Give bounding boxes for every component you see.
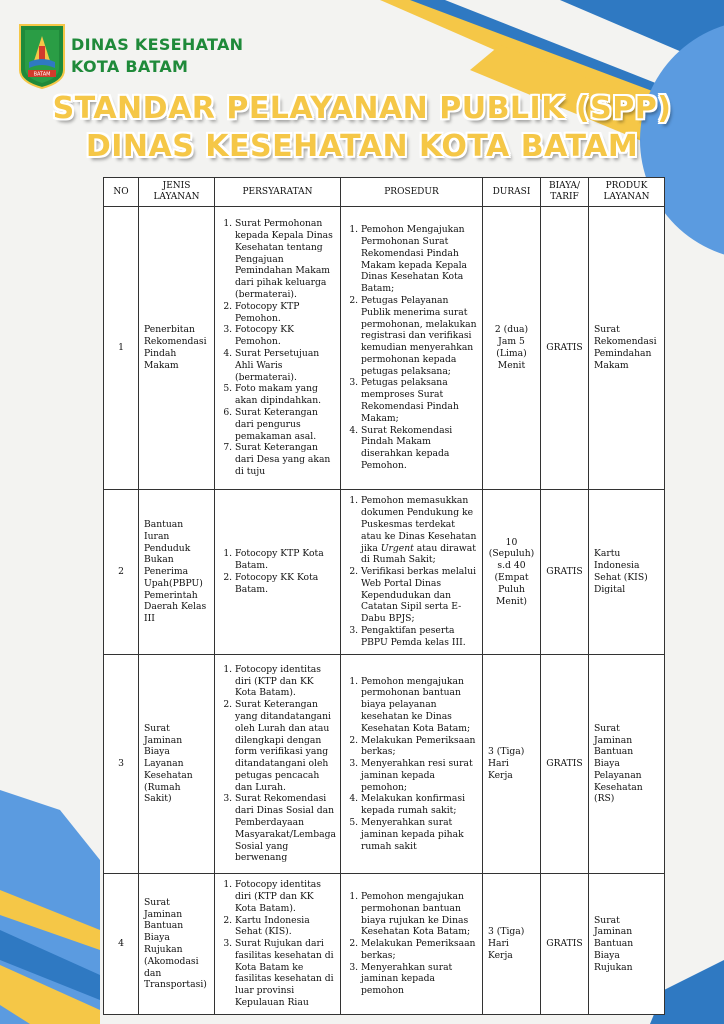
fee: GRATIS (541, 874, 589, 1015)
list-item: 5. Menyerahkan surat jaminan kepada pihak rumah sakit (361, 817, 478, 852)
list-item: 6. Surat Keterangan dari pengurus pemakaman asal. (235, 407, 336, 442)
header-prosedur: PROSEDUR (341, 178, 483, 207)
duration: 10 (Sepuluh) s.d 40 (Empat Puluh Menit) (483, 490, 541, 655)
agency-line-2: KOTA BATAM (71, 57, 189, 76)
list-item: 3. Fotocopy KK Pemohon. (235, 324, 336, 348)
row-number: 2 (104, 490, 139, 655)
procedure (341, 490, 483, 655)
fee: GRATIS (541, 207, 589, 490)
list-item: 1. Pemohon mengajukan permohonan bantuan biaya pelayanan kesehatan ke Dinas Kesehatan Kota Batam; (361, 676, 478, 735)
procedure (341, 874, 483, 1015)
requirements (215, 207, 341, 490)
title-line-2: DINAS KESEHATAN KOTA BATAM (85, 129, 639, 164)
table-row (104, 490, 665, 655)
list-item: 2. Fotocopy KTP Pemohon. (235, 301, 336, 325)
list-item: 4. Melakukan konfirmasi kepada rumah sakit; (361, 793, 478, 817)
procedure (341, 655, 483, 874)
list-item: 3. Surat Rujukan dari fasilitas kesehatan di Kota Batam ke fasilitas kesehatan di luar provinsi Kepulauan Riau (235, 938, 336, 1009)
list-item (361, 495, 478, 566)
logo-text: BATAM (33, 71, 51, 78)
requirements (215, 490, 341, 655)
header-no: NO (104, 178, 139, 207)
list-item: 3. Pengaktifan peserta PBPU Pemda kelas III. (361, 625, 478, 649)
table-header-row (104, 178, 665, 207)
list-item: 1. Fotocopy identitas diri (KTP dan KK Kota Batam). (235, 879, 336, 914)
requirements (215, 874, 341, 1015)
list-item: 2. Surat Keterangan yang ditandatangani oleh Lurah dan atau dilengkapi dengan form verifikasi yang ditandatangani oleh petugas pencacah dan Lurah. (235, 699, 336, 793)
header (17, 22, 243, 90)
procedure (341, 207, 483, 490)
duration: 3 (Tiga) Hari Kerja (483, 655, 541, 874)
list-item: 1. Pemohon Mengajukan Permohonan Surat Rekomendasi Pindah Makam kepada Kepala Dinas Kesehatan Kota Batam; (361, 224, 478, 295)
list-item: 3. Menyerahkan resi surat jaminan kepada pemohon; (361, 758, 478, 793)
table-row (104, 874, 665, 1015)
title-line-1: STANDAR PELAYANAN PUBLIK (SPP) (52, 91, 672, 126)
list-item: 4. Surat Persetujuan Ahli Waris (bermaterai). (235, 348, 336, 383)
list-item: 1. Fotocopy identitas diri (KTP dan KK Kota Batam). (235, 664, 336, 699)
service-product: Surat Jaminan Bantuan Biaya Rujukan (589, 874, 665, 1015)
service-type: Penerbitan Rekomendasi Pindah Makam (139, 207, 215, 490)
table-row (104, 655, 665, 874)
duration: 2 (dua) Jam 5 (Lima) Menit (483, 207, 541, 490)
header-jenis-layanan: JENIS LAYANAN (139, 178, 215, 207)
urgent-text: Urgent (380, 542, 414, 554)
agency-name (71, 34, 243, 78)
requirements (215, 655, 341, 874)
service-product: Surat Rekomendasi Pemindahan Makam (589, 207, 665, 490)
page-title (0, 90, 724, 166)
header-biaya-tarif: BIAYA/ TARIF (541, 178, 589, 207)
duration: 3 (Tiga) Hari Kerja (483, 874, 541, 1015)
list-item: 2. Melakukan Pemeriksaan berkas; (361, 938, 478, 962)
service-product: Surat Jaminan Bantuan Biaya Pelayanan Kesehatan (RS) (589, 655, 665, 874)
list-item: 2. Petugas Pelayanan Publik menerima surat permohonan, melakukan registrasi dan verifikasi kemudian menyerahkan permohonan kepada petugas pelaksana; (361, 295, 478, 378)
row-number: 4 (104, 874, 139, 1015)
procedure-text: atau dirawat di Rumah Sakit; (361, 542, 476, 566)
service-product: Kartu Indonesia Sehat (KIS) Digital (589, 490, 665, 655)
service-type: Bantuan Iuran Penduduk Bukan Penerima Upah(PBPU) Pemerintah Daerah Kelas III (139, 490, 215, 655)
header-durasi: DURASI (483, 178, 541, 207)
table-row (104, 207, 665, 490)
fee: GRATIS (541, 655, 589, 874)
list-item: 2. Kartu Indonesia Sehat (KIS). (235, 915, 336, 939)
list-item: 1. Surat Permohonan kepada Kepala Dinas Kesehatan tentang Pengajuan Pemindahan Makam dari pihak keluarga (bermaterai). (235, 218, 336, 301)
list-item: 7. Surat Keterangan dari Desa yang akan di tuju (235, 442, 336, 477)
service-standard-table (103, 177, 665, 1015)
row-number: 3 (104, 655, 139, 874)
list-item: 3. Menyerahkan surat jaminan kepada pemohon (361, 962, 478, 997)
list-item: 2. Fotocopy KK Kota Batam. (235, 572, 336, 596)
service-type: Surat Jaminan Bantuan Biaya Rujukan (Akomodasi dan Transportasi) (139, 874, 215, 1015)
service-type: Surat Jaminan Biaya Layanan Kesehatan (Rumah Sakit) (139, 655, 215, 874)
batam-city-logo-icon (17, 22, 67, 90)
list-item: 4. Surat Rekomendasi Pindah Makam diserahkan kepada Pemohon. (361, 425, 478, 472)
list-item: 2. Melakukan Pemeriksaan berkas; (361, 735, 478, 759)
fee: GRATIS (541, 490, 589, 655)
list-item: 1. Pemohon mengajukan permohonan bantuan biaya rujukan ke Dinas Kesehatan Kota Batam; (361, 891, 478, 938)
header-produk-layanan: PRODUK LAYANAN (589, 178, 665, 207)
list-item: 1. Fotocopy KTP Kota Batam. (235, 548, 336, 572)
header-persyaratan: PERSYARATAN (215, 178, 341, 207)
procedure-text: Pemohon memasukkan dokumen Pendukung ke Puskesmas terdekat atau ke Dinas Kesehatan jika (361, 495, 477, 554)
agency-line-1: DINAS KESEHATAN (71, 35, 244, 54)
list-item: 5. Foto makam yang akan dipindahkan. (235, 383, 336, 407)
list-item: 3. Petugas pelaksana memproses Surat Rekomendasi Pindah Makam; (361, 377, 478, 424)
list-item: 2. Verifikasi berkas melalui Web Portal Dinas Kependudukan dan Catatan Sipil serta E-Dabu BPJS; (361, 566, 478, 625)
row-number: 1 (104, 207, 139, 490)
list-item: 3. Surat Rekomendasi dari Dinas Sosial dan Pemberdayaan Masyarakat/Lembaga Sosial yang berwenang (235, 793, 336, 864)
